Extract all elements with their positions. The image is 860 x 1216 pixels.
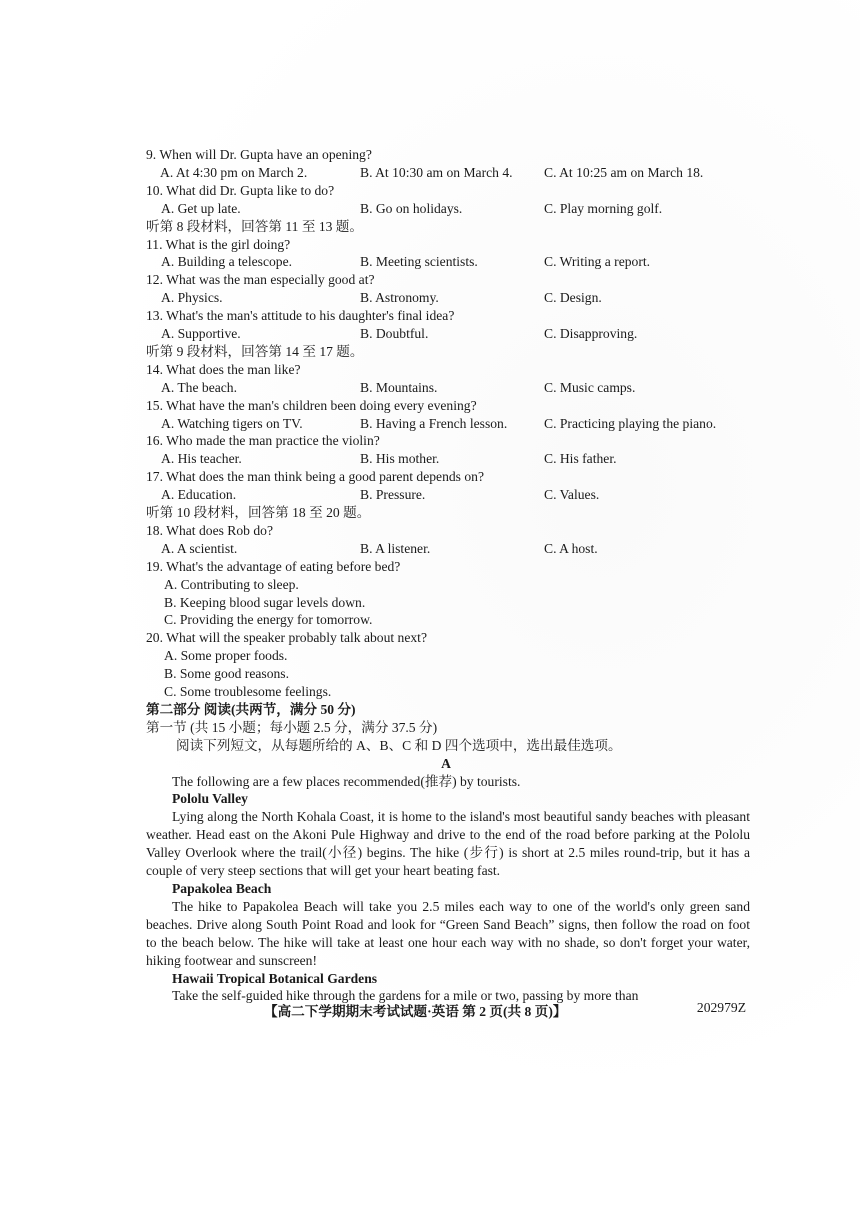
option-c: C. Play morning golf. (544, 200, 663, 216)
question-15: 15. What have the man's children been doing every evening? (146, 397, 477, 413)
option-a: A. Supportive. (161, 326, 241, 341)
options-9 (146, 164, 746, 182)
option-a: A. Contributing to sleep. (164, 576, 299, 592)
option-b: B. Doubtful. (360, 326, 429, 341)
place-heading-papakolea: Papakolea Beach (172, 881, 272, 896)
place-paragraph-pololu: Lying along the North Kohala Coast, it is home to the island's most beautiful sandy beaches with pleasant weather. Head east on the Akoni Pule Highway and drive to the end of the road before parking at the Pololu Valley Overlook where the trail(小径) begins. The hike (步行) is short at 2.5 miles round-trip, but it has a couple of very steep sections that will get your heart beating fast. (146, 809, 750, 879)
question-12: 12. What was the man especially good at? (146, 272, 375, 288)
listening-intro-9: 听第 9 段材料，回答第 14 至 17 题。 (146, 343, 364, 359)
question-13: 13. What's the man's attitude to his daughter's final idea? (146, 308, 455, 324)
options-14 (146, 379, 746, 397)
option-a: A. Some proper foods. (164, 648, 288, 664)
page-footer (146, 1000, 746, 1018)
place-paragraph-papakolea: The hike to Papakolea Beach will take you 2.5 miles each way to one of the world's only green sand beaches. Drive along South Point Road and look for “Green Sand Beach” signs, then follow the road on foot to the beach below. The hike will take at least one hour each way with no shade, so don't forget your water, hiking footwear and sunscreen! (146, 898, 750, 968)
option-c: C. His father. (544, 451, 617, 467)
option-a: A. Building a telescope. (161, 254, 292, 270)
options-10 (146, 200, 746, 218)
options-13 (146, 325, 746, 343)
option-c: C. Design. (544, 290, 602, 306)
option-b: B. Meeting scientists. (360, 254, 478, 270)
option-c: C. Some troublesome feelings. (164, 684, 332, 700)
option-b: B. Some good reasons. (164, 666, 289, 682)
option-b: B. Astronomy. (360, 290, 439, 306)
option-a: A. Watching tigers on TV. (161, 415, 303, 431)
options-12 (146, 289, 746, 307)
option-a: A. A scientist. (161, 540, 238, 556)
options-11 (146, 253, 746, 271)
option-b: B. Mountains. (360, 379, 438, 395)
option-c: C. Disapproving. (544, 326, 638, 341)
option-a: A. Physics. (161, 290, 223, 306)
option-a: A. Get up late. (161, 200, 241, 216)
option-a: A. Education. (161, 487, 237, 503)
option-c: C. A host. (544, 540, 598, 556)
listening-intro-10: 听第 10 段材料，回答第 18 至 20 题。 (146, 504, 371, 520)
question-19: 19. What's the advantage of eating before bed? (146, 558, 401, 574)
option-b: B. Keeping blood sugar levels down. (164, 594, 366, 610)
option-c: C. Music camps. (544, 379, 636, 395)
passage-label: A (441, 755, 451, 771)
options-18 (146, 540, 746, 558)
place-heading-gardens: Hawaii Tropical Botanical Gardens (172, 970, 378, 986)
options-15 (146, 415, 746, 433)
place-heading-pololu: Pololu Valley (172, 791, 248, 807)
place-paragraph-gardens: Take the self-guided hike through the gardens for a mile or two, passing by more than (172, 988, 639, 1004)
option-b: B. His mother. (360, 451, 440, 467)
options-16 (146, 450, 746, 468)
option-c: C. Values. (544, 487, 600, 503)
question-9: 9. When will Dr. Gupta have an opening? (146, 147, 372, 162)
exam-content (146, 146, 750, 1005)
footer-code: 202979Z (696, 1000, 746, 1015)
question-11: 11. What is the girl doing? (146, 236, 291, 252)
option-b: B. Pressure. (360, 487, 426, 503)
option-a: A. His teacher. (161, 451, 242, 467)
option-b: B. Go on holidays. (360, 200, 463, 216)
question-10: 10. What did Dr. Gupta like to do? (146, 182, 335, 198)
option-c: C. Providing the energy for tomorrow. (164, 612, 373, 628)
option-a: A. The beach. (161, 379, 237, 395)
footer-title: 【高二下学期期末考试试题·英语 第 2 页(共 8 页)】 (264, 1004, 567, 1019)
option-b: B. At 10:30 am on March 4. (360, 164, 513, 180)
option-c: C. Writing a report. (544, 254, 651, 270)
question-14: 14. What does the man like? (146, 361, 301, 377)
option-b: B. Having a French lesson. (360, 415, 508, 431)
option-c: C. Practicing playing the piano. (544, 415, 717, 431)
passage-intro: The following are a few places recommended(推荐) by tourists. (172, 773, 521, 789)
part-title: 第二部分 阅读(共两节，满分 50 分) (146, 701, 356, 717)
question-17: 17. What does the man think being a good parent depends on? (146, 469, 484, 485)
section-title: 第一节 (共 15 小题；每小题 2.5 分，满分 37.5 分) (146, 719, 438, 735)
option-b: B. A listener. (360, 540, 431, 556)
reading-instruction: 阅读下列短文，从每题所给的 A、B、C 和 D 四个选项中，选出最佳选项。 (176, 737, 622, 753)
question-20: 20. What will the speaker probably talk about next? (146, 630, 427, 646)
options-17 (146, 486, 746, 504)
question-16: 16. Who made the man practice the violin? (146, 433, 380, 449)
listening-intro-8: 听第 8 段材料，回答第 11 至 13 题。 (146, 218, 363, 234)
option-c: C. At 10:25 am on March 18. (544, 164, 704, 180)
question-18: 18. What does Rob do? (146, 522, 273, 538)
option-a: A. At 4:30 pm on March 2. (160, 164, 308, 180)
